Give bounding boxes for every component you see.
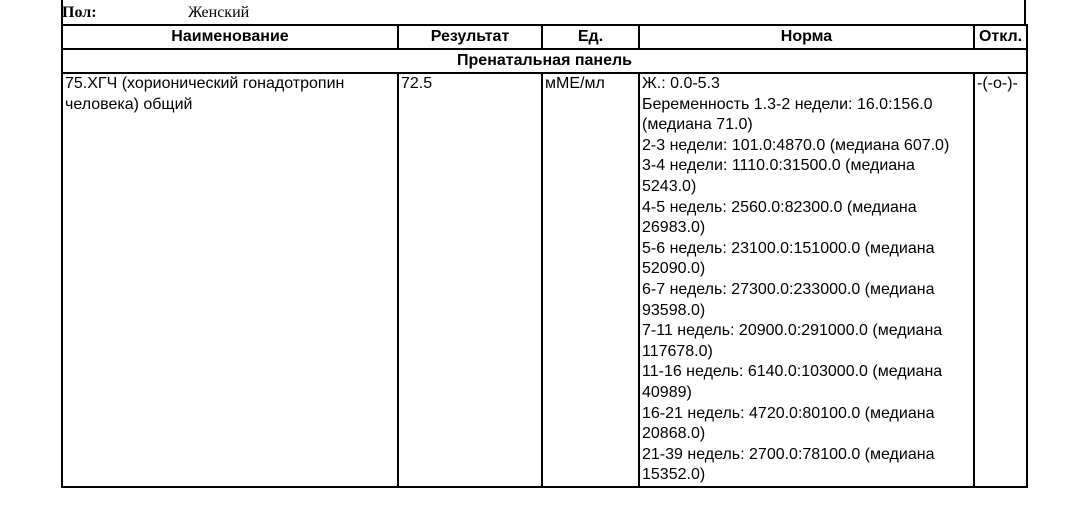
test-deviation: -(-о-)- [974,73,1027,487]
table-header-row [62,25,1027,49]
sex-value: Женский [188,4,250,21]
norm-line: Ж.: 0.0-5.3 [642,75,720,92]
norm-line: Беременность 1.3-2 недели: 16.0:156.0 (медиана 71.0) [642,95,933,134]
norm-line: 4-5 недель: 2560.0:82300.0 (медиана 26983.0) [642,198,917,237]
results-table [61,24,1028,488]
test-unit: мМЕ/мл [542,73,639,487]
test-norm [639,73,974,487]
frame-right-border [1024,0,1026,24]
norm-line: 21-39 недель: 2700.0:78100.0 (медиана 15352.0) [642,445,935,484]
norm-line: 2-3 недели: 101.0:4870.0 (медиана 607.0) [642,136,950,154]
header-norm: Норма [639,25,974,49]
norm-line: 16-21 недель: 4720.0:80100.0 (медиана 20868.0) [642,404,935,443]
header-name: Наименование [62,25,398,49]
norm-line: 7-11 недель: 20900.0:291000.0 (медиана 117678.0) [642,322,943,360]
norm-line: 11-16 недель: 6140.0:103000.0 (медиана 40989) [642,363,943,401]
table-row [62,73,1027,487]
test-name: 75.ХГЧ (хорионический гонадотропин человека) общий [62,73,398,487]
norm-line: 6-7 недель: 27300.0:233000.0 (медиана 93598.0) [642,280,935,319]
header-result: Результат [398,25,542,49]
section-title: Пренатальная панель [62,49,1027,73]
header-deviation: Откл. [974,25,1027,49]
norm-line: 3-4 недели: 1110.0:31500.0 (медиана 5243.0) [642,157,915,195]
section-row [62,49,1027,73]
sex-label: Пол: [62,4,97,21]
header-unit: Ед. [542,25,639,49]
test-result: 72.5 [398,73,542,487]
norm-line: 5-6 недель: 23100.0:151000.0 (медиана 52090.0) [642,239,935,278]
